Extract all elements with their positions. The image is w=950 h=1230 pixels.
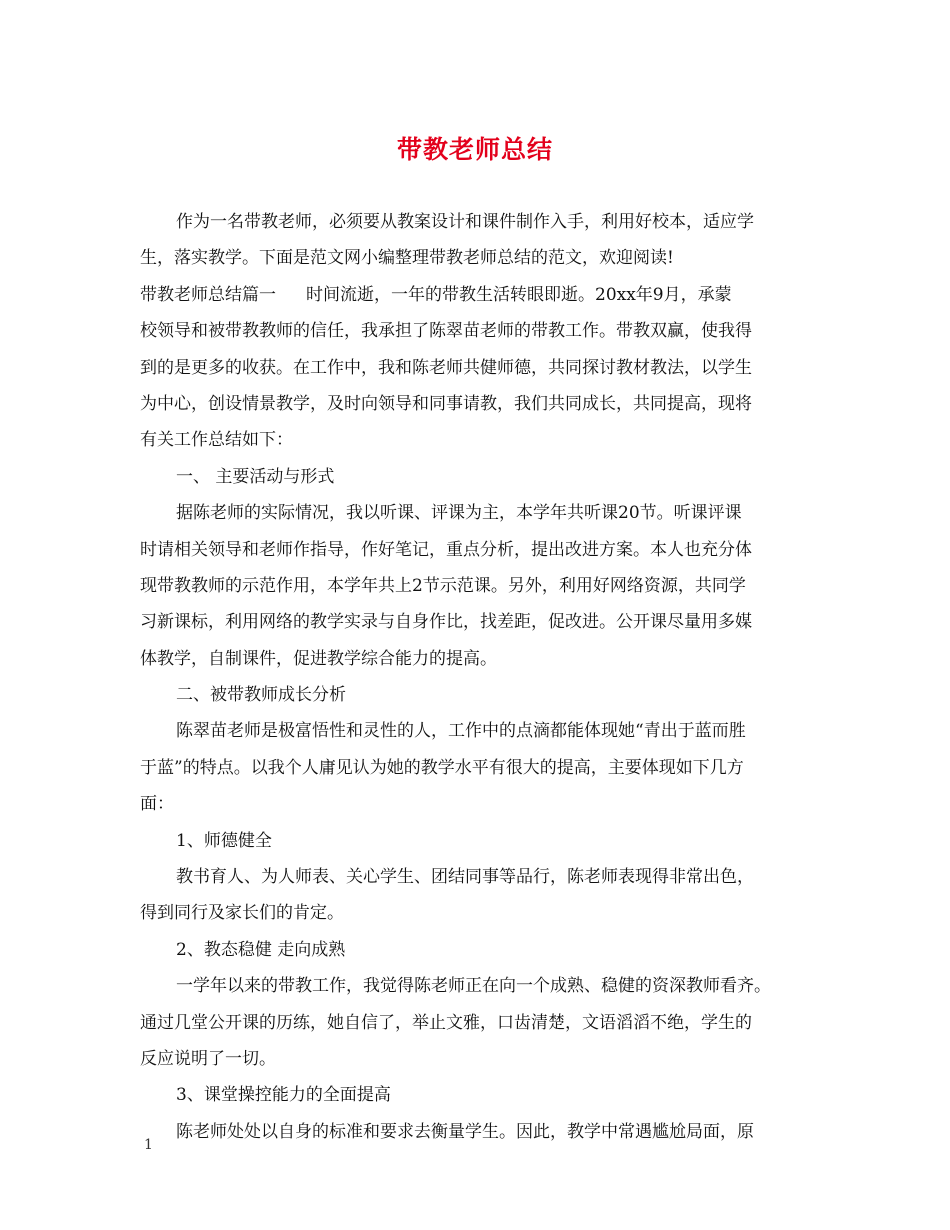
- paragraph-line: 陈老师处处以自身的标准和要求去衡量学生。因此，教学中常遇尴尬局面，原: [176, 1121, 754, 1142]
- subsection-heading: 3、课堂操控能力的全面提高: [176, 1085, 391, 1106]
- subsection-heading: 1、师德健全: [176, 830, 272, 851]
- paragraph-line: 有关工作总结如下：: [140, 430, 293, 451]
- paragraph-line: 陈翠苗老师是极富悟性和灵性的人，工作中的点滴都能体现她“青出于蓝而胜: [176, 721, 746, 742]
- section-label: 带教老师总结篇一: [140, 284, 276, 305]
- paragraph-line: 现带教教师的示范作用，本学年共上2节示范课。另外，利用好网络资源，共同学: [140, 575, 746, 596]
- subsection-heading: 2、教态稳健 走向成熟: [176, 939, 346, 960]
- section-heading: 二、被带教师成长分析: [176, 685, 346, 706]
- paragraph-line: 作为一名带教老师，必须要从教案设计和课件制作入手，利用好校本，适应学: [176, 212, 754, 232]
- paragraph-line: 通过几堂公开课的历练，她自信了，举止文雅，口齿清楚，文语滔滔不绝，学生的: [140, 1012, 752, 1033]
- paragraph-line: 面：: [140, 794, 174, 815]
- document-body: [140, 204, 812, 1150]
- page-number: 1: [144, 1137, 153, 1153]
- paragraph-line: 据陈老师的实际情况，我以听课、评课为主，本学年共听课20节。听课评课: [176, 503, 742, 524]
- paragraph-line: 一学年以来的带教工作，我觉得陈老师正在向一个成熟、稳健的资深教师看齐。: [176, 976, 771, 997]
- paragraph-line: 校领导和被带教教师的信任，我承担了陈翠苗老师的带教工作。带教双赢，使我得: [140, 321, 752, 342]
- paragraph-line: 习新课标，利用网络的教学实录与自身作比，找差距，促改进。公开课尽量用多媒: [140, 612, 752, 633]
- paragraph-line: 为中心，创设情景教学，及时向领导和同事请教，我们共同成长，共同提高，现将: [140, 393, 752, 414]
- paragraph-line: 反应说明了一切。: [140, 1048, 276, 1069]
- document-title: 带教老师总结: [396, 135, 553, 164]
- section-heading: 一、 主要活动与形式: [176, 466, 335, 487]
- paragraph-line: 体教学，自制课件，促进教学综合能力的提高。: [140, 648, 497, 669]
- paragraph-line: 教书育人、为人师表、关心学生、团结同事等品行，陈老师表现得非常出色，: [176, 867, 754, 888]
- paragraph-line: 到的是更多的收获。在工作中，我和陈老师共健师德，共同探讨教材教法，以学生: [140, 357, 752, 378]
- paragraph-text: 时间流逝，一年的带教生活转眼即逝。20xx年9月，承蒙: [306, 284, 732, 305]
- paragraph-line: 得到同行及家长们的肯定。: [140, 903, 344, 924]
- paragraph-line: 生，落实教学。下面是范文网小编整理带教老师总结的范文，欢迎阅读!: [140, 248, 674, 269]
- paragraph-line: 时请相关领导和老师作指导，作好笔记，重点分析，提出改进方案。本人也充分体: [140, 539, 752, 560]
- paragraph-line: [140, 277, 812, 313]
- paragraph-line: 于蓝”的特点。以我个人庸见认为她的教学水平有很大的提高，主要体现如下几方: [140, 757, 744, 778]
